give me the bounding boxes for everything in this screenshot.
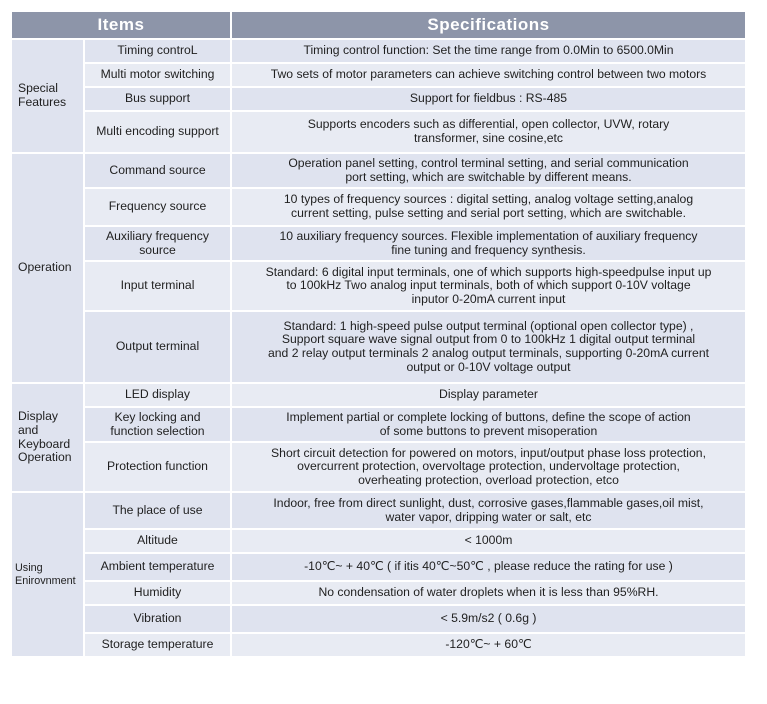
table-row [12, 443, 745, 491]
header-row [12, 12, 745, 38]
table-row [12, 262, 745, 310]
table-row [12, 493, 745, 528]
item-cell: Vibration [85, 606, 230, 632]
table-row [12, 312, 745, 382]
table-row [12, 88, 745, 110]
table-row [12, 582, 745, 604]
table-row [12, 606, 745, 632]
item-cell: Timing controL [85, 40, 230, 62]
table-row [12, 154, 745, 187]
specification-table [10, 10, 747, 658]
spec-cell: Support for fieldbus : RS-485 [232, 88, 745, 110]
specifications-header: Specifications [232, 12, 745, 38]
spec-cell: Operation panel setting, control terminal setting, and serial communication port setting, which are switchable by different means. [232, 154, 745, 187]
item-cell: Command source [85, 154, 230, 187]
table-row [12, 384, 745, 406]
table-row [12, 189, 745, 225]
item-cell: Ambient temperature [85, 554, 230, 580]
spec-cell: Supports encoders such as differential, open collector, UVW, rotary transformer, sine cosine,etc [232, 112, 745, 152]
table-row [12, 112, 745, 152]
item-cell: Humidity [85, 582, 230, 604]
item-cell: Protection function [85, 443, 230, 491]
item-cell: Multi motor switching [85, 64, 230, 86]
spec-cell: Standard: 6 digital input terminals, one of which supports high-speedpulse input up to 100kHz Two analog input terminals, both of which support 0-10V voltage inputor 0-20mA current input [232, 262, 745, 310]
item-cell: Bus support [85, 88, 230, 110]
spec-cell: -10℃~ + 40℃ ( if itis 40℃~50℃ , please reduce the rating for use ) [232, 554, 745, 580]
item-cell: LED display [85, 384, 230, 406]
item-cell: Input terminal [85, 262, 230, 310]
spec-cell: Timing control function: Set the time range from 0.0Min to 6500.0Min [232, 40, 745, 62]
item-cell: Frequency source [85, 189, 230, 225]
group-label: Using Enirovnment [12, 493, 83, 656]
item-cell: The place of use [85, 493, 230, 528]
spec-cell: 10 auxiliary frequency sources. Flexible implementation of auxiliary frequency fine tuning and frequency synthesis. [232, 227, 745, 260]
spec-cell: Standard: 1 high-speed pulse output terminal (optional open collector type) , Support square wave signal output from 0 to 100kHz 1 digital output terminal and 2 relay output terminals 2 analog output terminals, supporting 0-20mA current output or 0-10V voltage output [232, 312, 745, 382]
item-cell: Auxiliary frequency source [85, 227, 230, 260]
table-row [12, 227, 745, 260]
group-label: Special Features [12, 40, 83, 152]
table-row [12, 408, 745, 441]
item-cell: Storage temperature [85, 634, 230, 656]
spec-cell: No condensation of water droplets when it is less than 95%RH. [232, 582, 745, 604]
spec-cell: Display parameter [232, 384, 745, 406]
table-row [12, 554, 745, 580]
group-label: Display and Keyboard Operation [12, 384, 83, 491]
table-row [12, 634, 745, 656]
spec-cell: Implement partial or complete locking of buttons, define the scope of action of some buttons to prevent misoperation [232, 408, 745, 441]
spec-cell: -120℃~ + 60℃ [232, 634, 745, 656]
items-header: Items [12, 12, 230, 38]
group-label: Operation [12, 154, 83, 382]
spec-cell: Short circuit detection for powered on motors, input/output phase loss protection, overcurrent protection, overvoltage protection, undervoltage protection, overheating protection, overload protection, etco [232, 443, 745, 491]
item-cell: Multi encoding support [85, 112, 230, 152]
item-cell: Output terminal [85, 312, 230, 382]
item-cell: Key locking and function selection [85, 408, 230, 441]
spec-cell: Two sets of motor parameters can achieve switching control between two motors [232, 64, 745, 86]
table-row [12, 64, 745, 86]
table-body [12, 40, 745, 656]
spec-cell: Indoor, free from direct sunlight, dust, corrosive gases,flammable gases,oil mist, water vapor, dripping water or salt, etc [232, 493, 745, 528]
spec-cell: < 5.9m/s2 ( 0.6g ) [232, 606, 745, 632]
item-cell: Altitude [85, 530, 230, 552]
spec-cell: 10 types of frequency sources : digital setting, analog voltage setting,analog current setting, pulse setting and serial port setting, which are switchable. [232, 189, 745, 225]
table-row [12, 530, 745, 552]
spec-cell: < 1000m [232, 530, 745, 552]
table-row [12, 40, 745, 62]
